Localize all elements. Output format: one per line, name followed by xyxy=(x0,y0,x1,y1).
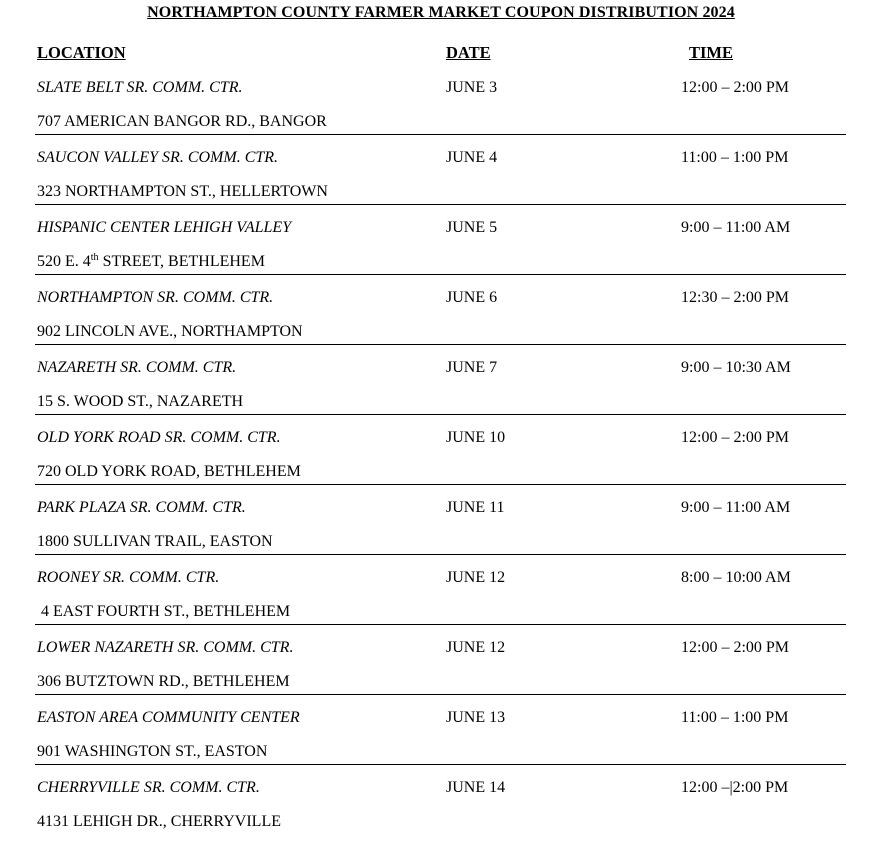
location-name: SLATE BELT SR. COMM. CTR. xyxy=(37,79,243,96)
distribution-date: JUNE 11 xyxy=(446,499,505,516)
distribution-time: 11:00 – 1:00 PM xyxy=(681,709,789,726)
distribution-date: JUNE 13 xyxy=(446,709,506,726)
row-divider xyxy=(35,554,846,555)
table-row xyxy=(0,564,875,634)
address-part: 520 E. 4 xyxy=(37,253,91,270)
distribution-time: 8:00 – 10:00 AM xyxy=(681,569,791,586)
distribution-table xyxy=(0,74,875,844)
distribution-date: JUNE 7 xyxy=(446,359,498,376)
address-part: STREET, BETHLEHEM xyxy=(98,253,265,270)
header-time: TIME xyxy=(689,43,734,62)
table-row xyxy=(0,634,875,704)
location-name: SAUCON VALLEY SR. COMM. CTR. xyxy=(37,149,279,166)
table-row xyxy=(0,284,875,354)
location-name: OLD YORK ROAD SR. COMM. CTR. xyxy=(37,429,281,446)
distribution-time: 12:30 – 2:00 PM xyxy=(681,289,790,306)
location-address: 720 OLD YORK ROAD, BETHLEHEM xyxy=(37,463,301,480)
location-address: 902 LINCOLN AVE., NORTHAMPTON xyxy=(37,323,303,340)
location-name: PARK PLAZA SR. COMM. CTR. xyxy=(37,499,246,516)
distribution-date: JUNE 6 xyxy=(446,289,498,306)
location-address: 306 BUTZTOWN RD., BETHLEHEM xyxy=(37,673,290,690)
distribution-date: JUNE 5 xyxy=(446,219,498,236)
distribution-time: 12:00 – 2:00 PM xyxy=(681,429,790,446)
table-row xyxy=(0,354,875,424)
location-name: NAZARETH SR. COMM. CTR. xyxy=(37,359,237,376)
table-row xyxy=(0,214,875,284)
distribution-date: JUNE 3 xyxy=(446,79,498,96)
row-divider xyxy=(35,134,846,135)
table-row xyxy=(0,144,875,214)
table-row xyxy=(0,774,875,844)
location-name: ROONEY SR. COMM. CTR. xyxy=(37,569,220,586)
table-row xyxy=(0,704,875,774)
distribution-date: JUNE 4 xyxy=(446,149,498,166)
distribution-date: JUNE 10 xyxy=(446,429,506,446)
row-divider xyxy=(35,274,846,275)
row-divider xyxy=(35,414,846,415)
distribution-time: 12:00 – 2:00 PM xyxy=(681,79,790,96)
location-address: 4131 LEHIGH DR., CHERRYVILLE xyxy=(37,813,281,830)
distribution-time: 9:00 – 10:30 AM xyxy=(681,359,791,376)
distribution-time: 9:00 – 11:00 AM xyxy=(681,499,791,516)
location-address: 323 NORTHAMPTON ST., HELLERTOWN xyxy=(37,183,328,200)
ordinal-suffix: th xyxy=(90,252,99,263)
distribution-time: 12:00 – 2:00 PM xyxy=(681,639,790,656)
row-divider xyxy=(35,484,846,485)
location-address: 15 S. WOOD ST., NAZARETH xyxy=(37,393,244,410)
row-divider xyxy=(35,624,846,625)
distribution-date: JUNE 14 xyxy=(446,779,506,796)
location-address: 707 AMERICAN BANGOR RD., BANGOR xyxy=(37,113,327,130)
distribution-time: 11:00 – 1:00 PM xyxy=(681,149,789,166)
header-date: DATE xyxy=(446,43,491,62)
row-divider xyxy=(35,344,846,345)
location-name: HISPANIC CENTER LEHIGH VALLEY xyxy=(37,219,292,236)
location-address: 1800 SULLIVAN TRAIL, EASTON xyxy=(37,533,273,550)
distribution-date: JUNE 12 xyxy=(446,639,506,656)
distribution-date: JUNE 12 xyxy=(446,569,506,586)
header-location: LOCATION xyxy=(37,43,126,62)
location-name: CHERRYVILLE SR. COMM. CTR. xyxy=(37,779,260,796)
location-address: 4 EAST FOURTH ST., BETHLEHEM xyxy=(37,603,291,620)
row-divider xyxy=(35,204,846,205)
location-name: NORTHAMPTON SR. COMM. CTR. xyxy=(37,289,274,306)
location-name: LOWER NAZARETH SR. COMM. CTR. xyxy=(37,639,294,656)
table-row xyxy=(0,74,875,144)
document-title: NORTHAMPTON COUNTY FARMER MARKET COUPON DISTRIBUTION 2024 xyxy=(147,4,735,21)
table-row xyxy=(0,424,875,494)
table-row xyxy=(0,494,875,564)
row-divider xyxy=(35,764,846,765)
location-name: EASTON AREA COMMUNITY CENTER xyxy=(37,709,300,726)
distribution-time: 12:00 –|2:00 PM xyxy=(681,779,789,796)
location-address xyxy=(37,253,265,271)
row-divider xyxy=(35,694,846,695)
location-address: 901 WASHINGTON ST., EASTON xyxy=(37,743,268,760)
distribution-time: 9:00 – 11:00 AM xyxy=(681,219,791,236)
